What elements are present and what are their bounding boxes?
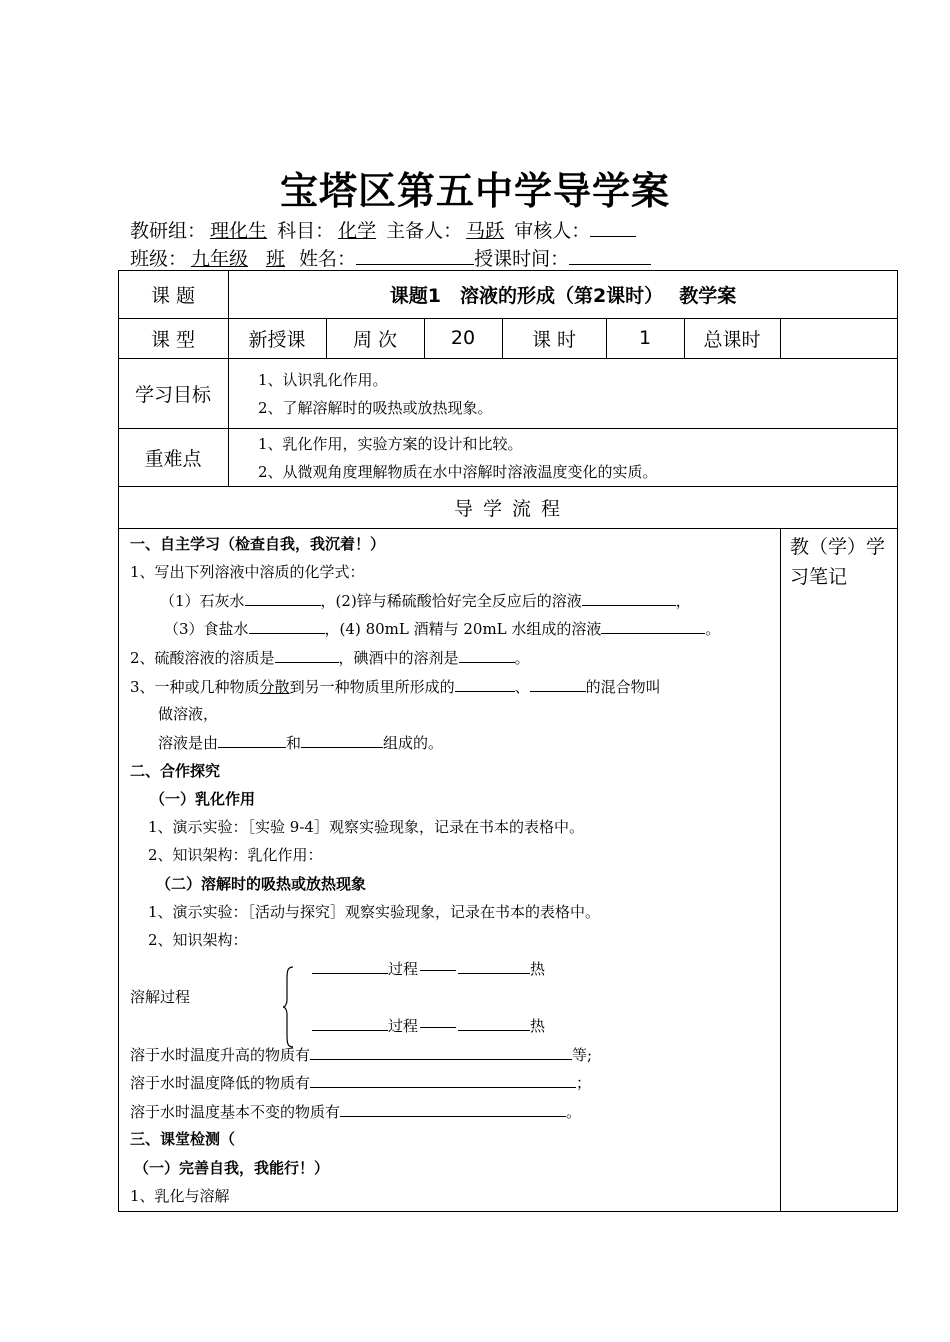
goal-item: 1、认识乳化作用。 xyxy=(258,371,388,389)
table-rule xyxy=(118,428,898,429)
preparer-value: 马跃 xyxy=(466,220,505,242)
answer-blank xyxy=(245,590,321,606)
goals-label: 学习目标 xyxy=(134,383,211,406)
answer-blank xyxy=(458,958,530,974)
period-label: 课 时 xyxy=(531,328,577,351)
answer-blank xyxy=(312,1015,388,1031)
grade-label: 班级： xyxy=(130,248,188,270)
class-label: 班 xyxy=(266,248,286,270)
dash-line xyxy=(420,970,456,971)
lesson-plan-table xyxy=(118,270,898,1212)
table-border-right xyxy=(897,270,898,1212)
answer-blank xyxy=(275,647,339,663)
question-3-cont: 做溶液， xyxy=(158,705,219,723)
answer-blank xyxy=(601,618,705,634)
section-2-title: 二、合作探究 xyxy=(130,762,221,780)
answer-blank xyxy=(310,1072,576,1088)
answer-blank xyxy=(340,1101,566,1117)
group-label: 教研组： xyxy=(130,220,207,242)
question-3: 3、一种或几种物质分散到另一种物质里所形成的 、 的混合物叫 xyxy=(130,678,661,696)
reviewer-label: 审核人： xyxy=(514,220,591,242)
answer-blank xyxy=(582,590,676,606)
brace-shape xyxy=(282,966,294,1048)
answer-blank xyxy=(459,647,515,663)
type-label: 课 型 xyxy=(150,328,196,351)
topic-value: 课题1 溶液的形成（第2课时） 教学案 xyxy=(389,284,737,307)
section-2-item-1: 1、演示实验：［实验 9-4］观察实验现象，记录在书本的表格中。 xyxy=(148,818,584,836)
section-2-item-2: 2、知识架构：乳化作用： xyxy=(148,846,323,864)
notes-label: 教（学）学习笔记 xyxy=(790,536,886,588)
question-1-line-b: （3）食盐水 ，(4) 80mL 酒精与 20mL 水组成的溶液 。 xyxy=(164,620,721,638)
section-2-item-4: 2、知识架构： xyxy=(148,931,248,949)
table-rule xyxy=(780,318,781,358)
answer-blank xyxy=(310,1044,572,1060)
week-label: 周 次 xyxy=(352,328,398,351)
time-blank xyxy=(569,248,651,265)
goals-list xyxy=(258,366,493,422)
dissolve-process-line-2: 过程 热 xyxy=(312,1015,545,1036)
question-2: 2、硫酸溶液的溶质是 ，碘酒中的溶剂是 。 xyxy=(130,649,530,667)
answer-blank xyxy=(458,1015,530,1031)
name-blank xyxy=(356,248,474,265)
dissolve-process-line-1: 过程 热 xyxy=(312,958,545,979)
table-rule xyxy=(118,358,898,359)
type-value: 新授课 xyxy=(248,328,306,351)
section-2-item-3: 1、演示实验：［活动与探究］观察实验现象，记录在书本的表格中。 xyxy=(148,903,601,921)
table-rule xyxy=(780,528,781,1212)
section-3-item-1: 1、乳化与溶解 xyxy=(130,1187,230,1205)
flow-title: 导 学 流 程 xyxy=(453,497,563,520)
goal-item: 2、了解溶解时的吸热或放热现象。 xyxy=(258,399,493,417)
preparer-label: 主备人： xyxy=(386,220,463,242)
temp-same-line: 溶于水时温度基本不变的物质有 。 xyxy=(130,1103,582,1121)
grade-value: 九年级 xyxy=(191,248,249,270)
week-value: 20 xyxy=(450,327,476,349)
keypoint-item: 2、从微观角度理解物质在水中溶解时溶液温度变化的实质。 xyxy=(258,463,658,481)
question-1-line-a: （1）石灰水 ，(2)锌与稀硫酸恰好完全反应后的溶液 ， xyxy=(160,592,691,610)
answer-blank xyxy=(218,732,286,748)
header-meta-line-2 xyxy=(130,244,651,271)
subject-label: 科目： xyxy=(277,220,335,242)
topic-label: 课 题 xyxy=(150,284,196,307)
section-2-sub-2: （二）溶解时的吸热或放热现象 xyxy=(156,875,367,893)
temp-rise-line: 溶于水时温度升高的物质有 等; xyxy=(130,1046,593,1064)
group-value: 理化生 xyxy=(210,220,268,242)
header-meta-line-1 xyxy=(130,216,636,243)
keypoints-label: 重难点 xyxy=(144,447,202,470)
section-3-title: 三、课堂检测（ xyxy=(130,1130,236,1148)
section-2-sub-1: （一）乳化作用 xyxy=(150,790,256,808)
section-3-sub: （一）完善自我，我能行！） xyxy=(134,1159,330,1177)
table-rule xyxy=(118,528,898,529)
answer-blank xyxy=(455,676,515,692)
answer-blank xyxy=(312,958,388,974)
name-label: 姓名： xyxy=(299,248,357,270)
keypoint-item: 1、乳化作用，实验方案的设计和比较。 xyxy=(258,435,523,453)
answer-blank xyxy=(301,732,383,748)
keypoints-list xyxy=(258,430,658,486)
section-1-title: 一、自主学习（检查自我，我沉着！） xyxy=(130,535,386,553)
table-border-bottom xyxy=(118,1211,898,1212)
dash-line xyxy=(420,1027,456,1028)
subject-value: 化学 xyxy=(338,220,377,242)
question-3-line-2: 溶液是由 和 组成的。 xyxy=(158,734,444,752)
period-value: 1 xyxy=(638,327,652,349)
answer-blank xyxy=(530,676,586,692)
total-label: 总课时 xyxy=(703,328,761,351)
question-1: 1、写出下列溶液中溶质的化学式： xyxy=(130,563,365,581)
page-title: 宝塔区第五中学导学案 xyxy=(279,169,670,213)
reviewer-blank xyxy=(590,220,636,237)
answer-blank xyxy=(249,618,325,634)
temp-drop-line: 溶于水时温度降低的物质有 ； xyxy=(130,1074,592,1092)
time-label: 授课时间： xyxy=(474,248,570,270)
dissolve-process-label: 溶解过程 xyxy=(130,988,191,1006)
